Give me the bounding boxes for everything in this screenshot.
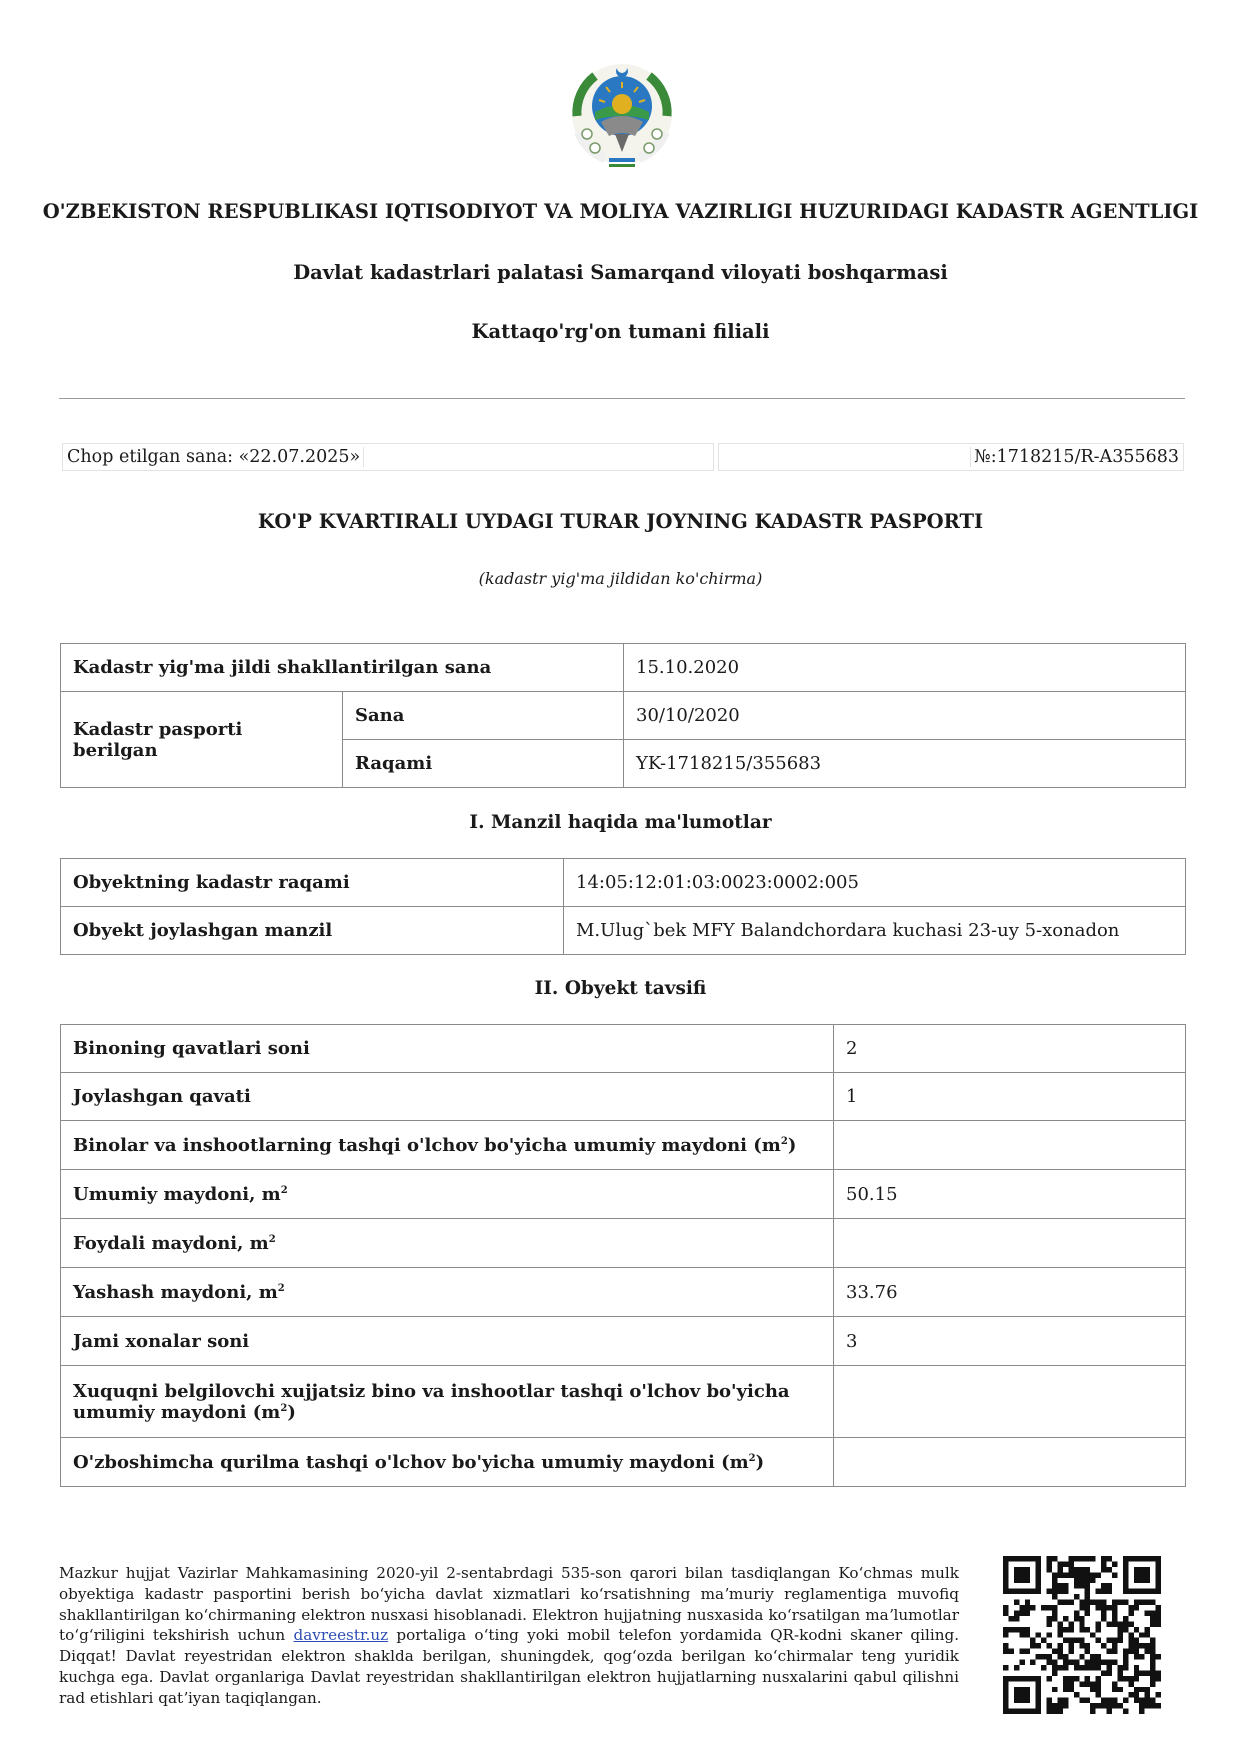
table-row xyxy=(61,907,1186,955)
description-label-text: Xuquqni belgilovchi xujjatsiz bino va inshootlar tashqi o'lchov bo'yicha umumiy maydoni (m xyxy=(73,1380,790,1423)
table-row xyxy=(61,1366,1186,1438)
printed-date: Chop etilgan sana: «22.07.2025» xyxy=(67,447,364,467)
branch-title: Kattaqo'rg'on tumani filiali xyxy=(471,320,770,343)
description-label xyxy=(61,1268,834,1317)
document-subtitle: (kadastr yig'ma jildidan ko'chirma) xyxy=(478,569,763,588)
description-label xyxy=(61,1438,834,1487)
table-row xyxy=(61,692,1186,740)
description-label-suffix: ) xyxy=(287,1401,296,1423)
cadastre-number-label: Obyektning kadastr raqami xyxy=(61,859,564,907)
issue-date-label: Sana xyxy=(343,692,624,740)
legal-notice-text-before: Mazkur hujjat Vazirlar Mahkamasining 2020-yil 2-sentabrdagi 535-son qarori bilan tasdiqlangan Koʻchmas mulk obyektiga kadastr pasportini berish boʻyicha davlat xizmatlari koʻrsatishning maʼmuriy reglamentiga muvofiq shakllantirilgan koʻchirmaning elektron nusxasi hisoblanadi. Elektron hujjatning nusxasida koʻrsatilgan maʼlumotlar toʻgʻriligini tekshirish uchun xyxy=(59,1564,959,1645)
description-value: 1 xyxy=(834,1073,1186,1121)
table-row xyxy=(61,1121,1186,1170)
issue-number-value: YK-1718215/355683 xyxy=(624,740,1186,788)
section-address-title: I. Manzil haqida ma'lumotlar xyxy=(469,812,772,833)
description-label-text: Jami xonalar soni xyxy=(73,1330,250,1352)
doc-number-box xyxy=(718,443,1184,471)
description-label-text: Umumiy maydoni, m xyxy=(73,1183,281,1205)
description-value xyxy=(834,1219,1186,1268)
issue-date-value: 30/10/2020 xyxy=(624,692,1186,740)
table-row xyxy=(61,1317,1186,1366)
description-label-text: Yashash maydoni, m xyxy=(73,1281,278,1303)
table-row xyxy=(61,859,1186,907)
unit-superscript: 2 xyxy=(280,1184,288,1196)
description-value: 3 xyxy=(834,1317,1186,1366)
description-label xyxy=(61,1219,834,1268)
doc-number: №:1718215/R-A355683 xyxy=(970,447,1179,467)
description-label xyxy=(61,1073,834,1121)
legal-notice xyxy=(59,1563,959,1709)
address-table xyxy=(60,858,1186,955)
qr-code-icon xyxy=(1003,1556,1161,1714)
description-label xyxy=(61,1170,834,1219)
unit-superscript: 2 xyxy=(268,1233,276,1245)
cadastre-number-value: 14:05:12:01:03:0023:0002:005 xyxy=(564,859,1186,907)
description-value: 33.76 xyxy=(834,1268,1186,1317)
description-label xyxy=(61,1317,834,1366)
issued-label: Kadastr pasporti berilgan xyxy=(61,692,343,788)
description-label xyxy=(61,1025,834,1073)
unit-superscript: 2 xyxy=(748,1452,756,1464)
object-description-table xyxy=(60,1024,1186,1487)
description-value xyxy=(834,1121,1186,1170)
issue-info-table xyxy=(60,643,1186,788)
description-value: 50.15 xyxy=(834,1170,1186,1219)
issue-number-label: Raqami xyxy=(343,740,624,788)
description-value xyxy=(834,1438,1186,1487)
header-divider xyxy=(59,398,1185,399)
address-label: Obyekt joylashgan manzil xyxy=(61,907,564,955)
table-row xyxy=(61,1268,1186,1317)
printed-date-box xyxy=(62,443,714,471)
table-row xyxy=(61,1170,1186,1219)
description-label-suffix: ) xyxy=(787,1134,797,1156)
chamber-title: Davlat kadastrlari palatasi Samarqand viloyati boshqarmasi xyxy=(293,261,948,284)
description-label-text: O'zboshimcha qurilma tashqi o'lchov bo'yicha umumiy maydoni (m xyxy=(73,1451,749,1473)
unit-superscript: 2 xyxy=(277,1282,285,1294)
description-value: 2 xyxy=(834,1025,1186,1073)
table-row xyxy=(61,644,1186,692)
legal-notice-text-after: portaliga oʻting yoki mobil telefon yordamida QR-kodni skaner qiling. Diqqat! Davlat reyestridan elektron shaklda berilgan, shuningdek, qogʻozda berilgan koʻchirmalar teng yuridik kuchga ega. Davlat organlariga Davlat reyestridan shakllantirilgan elektron hujjatlarning nusxalarini qabul qilishni rad etishlari qatʼiyan taqiqlangan. xyxy=(59,1626,960,1707)
agency-title: O'ZBEKISTON RESPUBLIKASI IQTISODIYOT VA MOLIYA VAZIRLIGI HUZURIDAGI KADASTR AGENTLIGI xyxy=(42,200,1199,223)
description-label-text: Binolar va inshootlarning tashqi o'lchov bo'yicha umumiy maydoni (m xyxy=(73,1134,781,1156)
description-label-suffix: ) xyxy=(755,1451,765,1473)
table-row xyxy=(61,1438,1186,1487)
formed-date-label: Kadastr yig'ma jildi shakllantirilgan sana xyxy=(61,644,624,692)
table-row xyxy=(61,1219,1186,1268)
document-title: KO'P KVARTIRALI UYDAGI TURAR JOYNING KADASTR PASPORTI xyxy=(257,510,984,533)
unit-superscript: 2 xyxy=(780,1135,788,1147)
state-emblem-icon xyxy=(565,54,679,172)
table-row xyxy=(61,1025,1186,1073)
unit-superscript: 2 xyxy=(280,1402,288,1414)
section-description-title: II. Obyekt tavsifi xyxy=(534,978,707,999)
description-label-text: Joylashgan qavati xyxy=(73,1086,251,1107)
description-label xyxy=(61,1366,834,1438)
table-row xyxy=(61,1073,1186,1121)
description-label xyxy=(61,1121,834,1170)
address-value: M.Ulug`bek MFY Balandchordara kuchasi 23-uy 5-xonadon xyxy=(564,907,1186,955)
formed-date-value: 15.10.2020 xyxy=(624,644,1186,692)
description-value xyxy=(834,1366,1186,1438)
davreestr-link[interactable]: davreestr.uz xyxy=(293,1626,389,1645)
description-label-text: Foydali maydoni, m xyxy=(73,1232,269,1254)
description-label-text: Binoning qavatlari soni xyxy=(73,1038,310,1059)
